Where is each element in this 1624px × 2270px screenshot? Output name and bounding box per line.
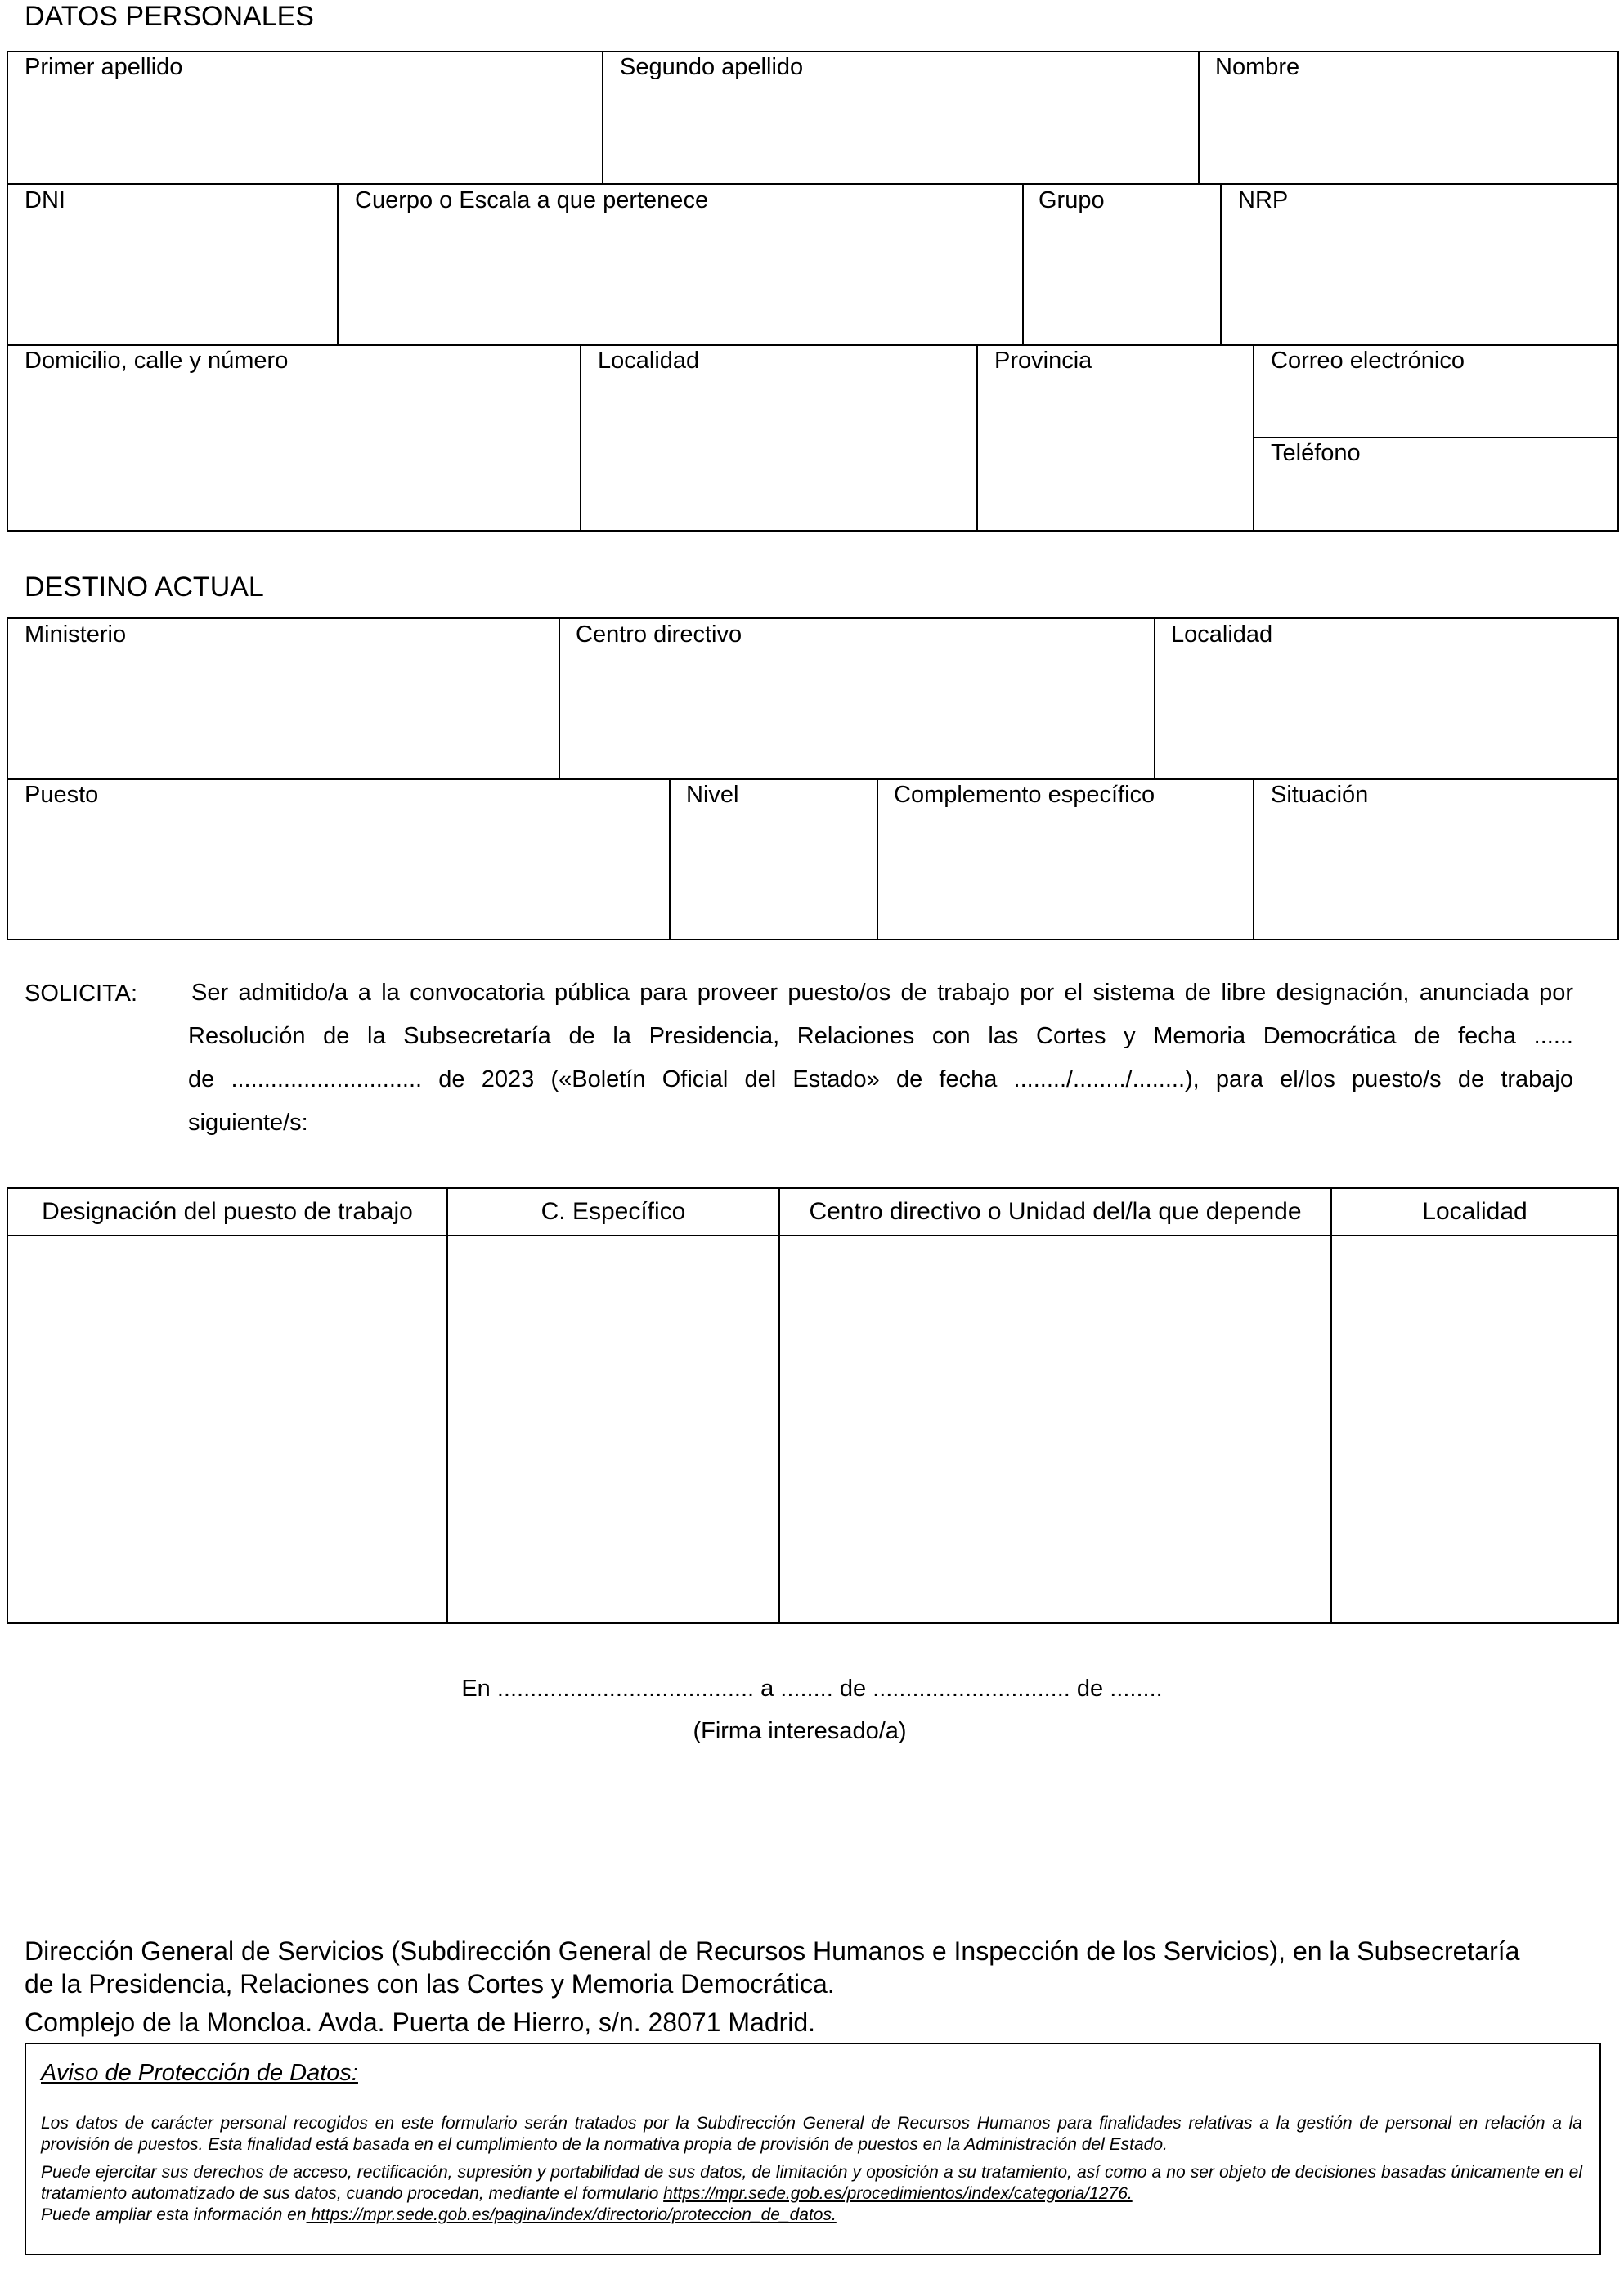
field-segundo-apellido[interactable]: Segundo apellido <box>620 54 804 80</box>
field-complemento-especifico[interactable]: Complemento específico <box>894 782 1155 808</box>
row-divider <box>7 183 1619 185</box>
footer-address-line: Complejo de la Moncloa. Avda. Puerta de Hierro, s/n. 28071 Madrid. <box>25 2008 816 2037</box>
datos-personales-table <box>7 51 1619 532</box>
col-divider <box>877 778 878 940</box>
col-divider <box>1154 617 1155 779</box>
place-date-line: En ....................................... a ........ de .............................. de ........ <box>461 1676 1163 1702</box>
field-dni[interactable]: DNI <box>25 187 65 213</box>
col-divider <box>559 617 560 779</box>
field-primer-apellido[interactable]: Primer apellido <box>25 54 183 80</box>
section-title-datos-personales: DATOS PERSONALES <box>25 1 314 32</box>
aviso-title: Aviso de Protección de Datos: <box>41 2060 358 2086</box>
aviso-paragraph-3-text: Puede ampliar esta información en <box>41 2205 307 2224</box>
aviso-link-proteccion-datos[interactable]: https://mpr.sede.gob.es/pagina/index/directorio/proteccion_de_datos. <box>306 2205 837 2224</box>
cell-centro-unidad[interactable] <box>780 1236 1330 1622</box>
field-centro-directivo[interactable]: Centro directivo <box>576 621 742 648</box>
aviso-paragraph-2 <box>41 2162 1582 2205</box>
column-header-designacion: Designación del puesto de trabajo <box>42 1198 413 1225</box>
col-divider <box>1253 344 1254 532</box>
solicita-line: de ............................. de 2023 («Boletín Oficial del Estado» de fecha ......../......../........), para el/los puesto/s de trabajo <box>188 1066 1573 1092</box>
field-nivel[interactable]: Nivel <box>686 782 739 808</box>
field-provincia[interactable]: Provincia <box>994 348 1092 374</box>
col-divider <box>580 344 581 532</box>
field-puesto[interactable]: Puesto <box>25 782 99 808</box>
column-header-localidad: Localidad <box>1422 1198 1528 1225</box>
col-divider <box>1022 183 1024 345</box>
col-divider <box>1198 51 1200 184</box>
field-nombre[interactable]: Nombre <box>1215 54 1300 80</box>
column-header-centro-unidad: Centro directivo o Unidad del/la que depende <box>809 1198 1302 1225</box>
col-divider <box>337 183 339 345</box>
field-nrp[interactable]: NRP <box>1238 187 1289 213</box>
solicita-line: Ser admitido/a a la convocatoria pública para proveer puesto/os de trabajo por el sistema de libre designación, anunciada por <box>191 980 1573 1006</box>
field-localidad[interactable]: Localidad <box>598 348 700 374</box>
field-telefono[interactable]: Teléfono <box>1271 440 1361 466</box>
field-ministerio[interactable]: Ministerio <box>25 621 127 648</box>
field-grupo[interactable]: Grupo <box>1039 187 1105 213</box>
row-divider <box>7 778 1619 780</box>
solicita-text <box>188 971 1573 1145</box>
solicita-line: siguiente/s: <box>188 1110 308 1136</box>
footer-address-line: de la Presidencia, Relaciones con las Cortes y Memoria Democrática. <box>25 1969 835 1999</box>
firma-label: (Firma interesado/a) <box>693 1718 907 1744</box>
col-divider <box>1253 778 1254 940</box>
aviso-paragraph-1: Los datos de carácter personal recogidos en este formulario serán tratados por la Subdirección General de Recursos Humanos para finalidades relativas a la gestión de personal en relación a la provisión de puestos. Esta finalidad está basada en el cumplimiento de la normativa propia de provisión de puestos en la Administración del Estado. <box>41 2114 1582 2154</box>
solicita-label: SOLICITA: <box>25 980 138 1007</box>
column-header-c-especifico: C. Específico <box>541 1198 686 1225</box>
aviso-link-formulario[interactable]: https://mpr.sede.gob.es/procedimientos/index/categoria/1276. <box>663 2184 1133 2203</box>
cell-localidad[interactable] <box>1332 1236 1617 1622</box>
aviso-paragraph-3 <box>41 2205 1582 2226</box>
field-cuerpo-escala[interactable]: Cuerpo o Escala a que pertenece <box>355 187 709 213</box>
solicita-line: Resolución de la Subsecretaría de la Presidencia, Relaciones con las Cortes y Memoria Democrática de fecha ...... <box>188 1023 1573 1049</box>
cell-c-especifico[interactable] <box>448 1236 778 1622</box>
col-divider <box>602 51 603 184</box>
row-divider <box>7 344 1619 346</box>
aviso-paragraph-2-text: Puede ejercitar sus derechos de acceso, rectificación, supresión y portabilidad de sus datos, de limitación y oposición a su tratamiento, así como a no ser objeto de decisiones basadas únicamente en el tratamiento automatizado de sus datos, cuando procedan, mediante el formulario <box>41 2163 1582 2203</box>
field-domicilio[interactable]: Domicilio, calle y número <box>25 348 289 374</box>
cell-designacion[interactable] <box>8 1236 446 1622</box>
footer-address-line: Dirección General de Servicios (Subdirección General de Recursos Humanos e Inspección de los Servicios), en la Subsecretaría <box>25 1936 1520 1966</box>
col-divider <box>1220 183 1222 345</box>
field-destino-localidad[interactable]: Localidad <box>1171 621 1273 648</box>
col-divider <box>669 778 671 940</box>
field-situacion[interactable]: Situación <box>1271 782 1369 808</box>
field-correo-electronico[interactable]: Correo electrónico <box>1271 348 1465 374</box>
section-title-destino-actual: DESTINO ACTUAL <box>25 572 264 603</box>
row-divider <box>1253 437 1619 438</box>
col-divider <box>976 344 978 532</box>
